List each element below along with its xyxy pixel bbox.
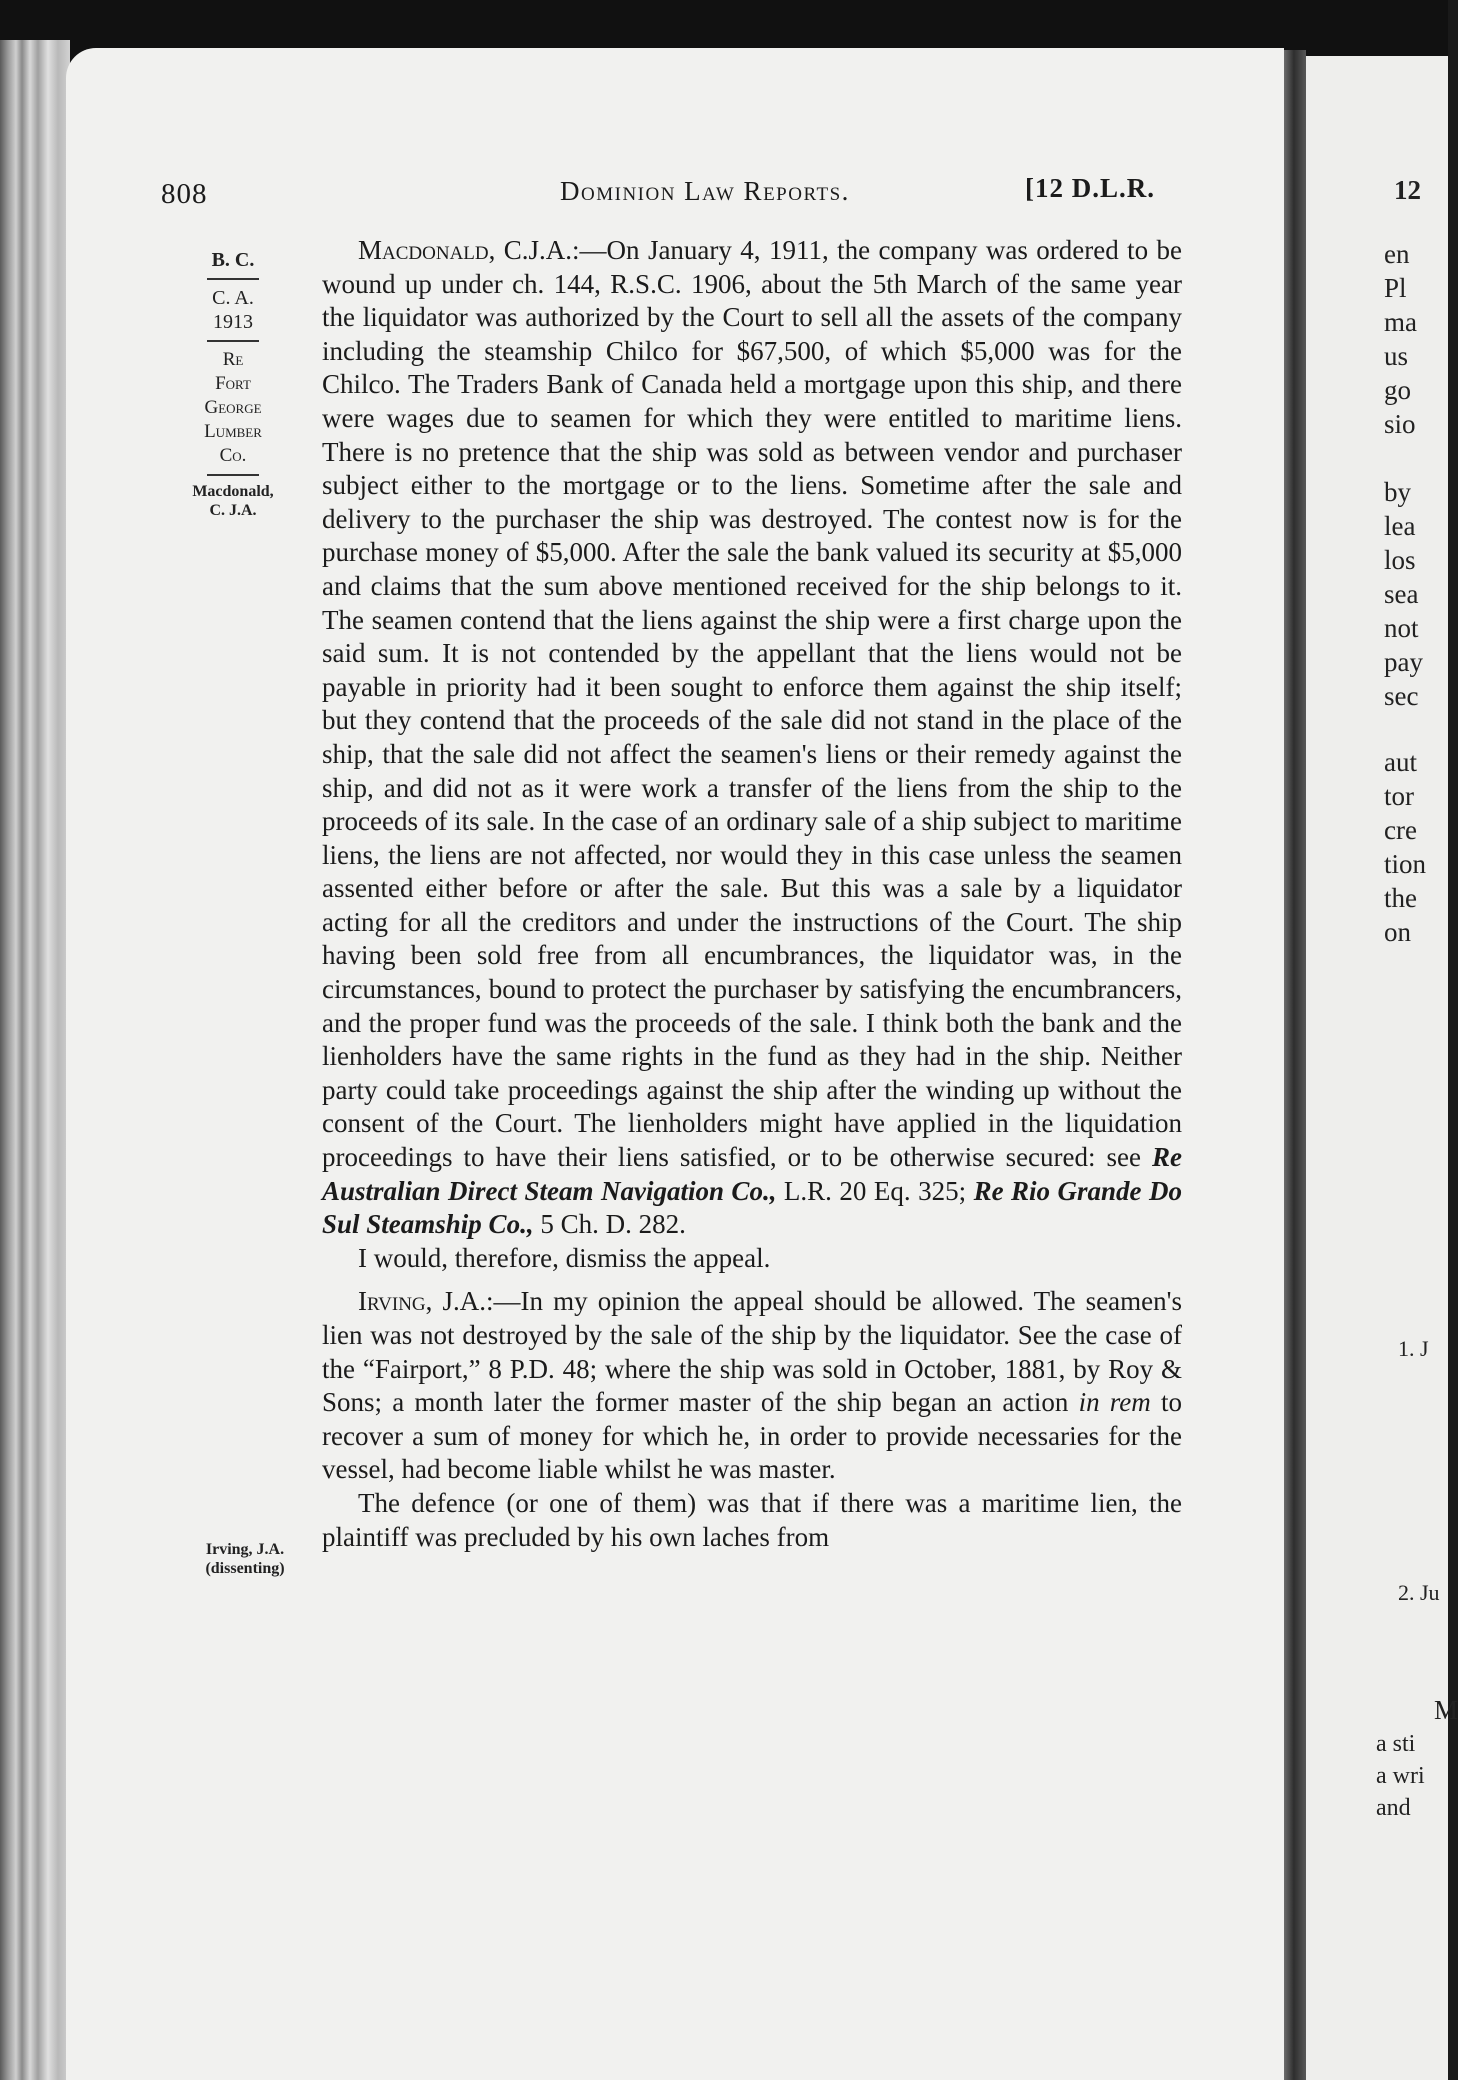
next-page-fragment: aut: [1384, 747, 1417, 777]
opinion-text: In my opinion the appeal should be allowed. The seamen's lien was not destroyed by the sale of the ship by the liquidator. See the case of the “Fairport,” 8 P.D. 48; where the ship was sold in October, 1881, by Roy & Sons; a month later the former master of the ship began an action: [322, 1286, 1182, 1418]
next-page-fragment: ma: [1384, 307, 1417, 337]
book-spine: [0, 40, 70, 2080]
next-page-fragment: lea: [1384, 511, 1416, 541]
next-page-fragment: 1. J: [1398, 1336, 1429, 1361]
running-title: Dominion Law Reports.: [560, 176, 850, 206]
case-citation: Re Rio Grande Do Sul Steamship Co.,: [322, 1175, 1182, 1240]
next-page-fragment: the: [1384, 883, 1417, 913]
opinion-text: 5 Ch. D. 282.: [533, 1209, 686, 1240]
adjacent-page: [1306, 56, 1458, 2080]
next-page-fragment: a sti: [1376, 1731, 1416, 1757]
next-page-fragment: 2. Ju: [1398, 1580, 1440, 1605]
next-page-fragment: on: [1384, 917, 1411, 947]
case-name-line: George: [204, 397, 262, 418]
next-page-fragment: and: [1376, 1795, 1411, 1821]
judge-title: , J.A.:—: [425, 1286, 521, 1317]
next-page-fragment: tion: [1384, 849, 1427, 879]
conclusion-paragraph: I would, therefore, dismiss the appeal.: [358, 1242, 771, 1273]
sidenote-divider: [207, 340, 259, 342]
dissent-sidenote: [180, 1540, 310, 1578]
case-sidenote: [178, 248, 288, 520]
next-page-fragment: en: [1384, 239, 1410, 269]
next-page-fragment: a wri: [1376, 1763, 1425, 1789]
year-label: 1913: [213, 311, 253, 333]
page-gutter: [1284, 50, 1306, 2080]
judge-label: Macdonald,: [192, 483, 274, 500]
next-page-fragment: los: [1384, 545, 1416, 575]
next-page-fragment: by: [1384, 477, 1411, 507]
sidenote-divider: [207, 278, 259, 280]
dissent-label: (dissenting): [205, 1560, 285, 1577]
irving-paragraph-2: The defence (or one of them) was that if there was a maritime lien, the plaintiff was precluded by his own laches from: [322, 1487, 1182, 1552]
next-page-fragment: sec: [1384, 681, 1419, 711]
case-name-line: Re: [222, 349, 244, 370]
division-label: C. A.: [212, 287, 254, 309]
opinion-text: On January 4, 1911, the company was ordered to be wound up under ch. 144, R.S.C. 1906, about the 5th March of the same year the liquidator was authorized by the Court to sell all the assets of the company including the steamship Chilco for $67,500, of which $5,000 was for the Chilco. The Traders Bank of Canada held a mortgage upon this ship, and there were wages due to seamen for which they were entitled to maritime liens. There is no pretence that the ship was sold as between vendor and purchaser subject either to the mortgage or to the liens. Sometime after the sale and delivery to the purchaser the ship was destroyed. The contest now is for the purchase money of $5,000. After the sale the bank valued its security at $5,000 and claims that the sum above mentioned received for the ship belongs to it. The seamen contend that the liens against the ship were a first charge upon the said sum. It is not contended by the appellant that the liens would not be payable in priority had it been sought to enforce them against the ship itself; but they contend that the proceeds of the sale did not stand in the place of the ship, that the sale did not affect the seamen's liens or their remedy against the ship, and did not as it were work a transfer of the liens from the ship to the proceeds of its sale. In the case of an ordinary sale of a ship subject to maritime liens, the liens are not affected, nor would they in this case unless the seamen assented either before or after the sale. But this was a sale by a liquidator acting for all the creditors and under the instructions of the Court. The ship having been sold free from all encumbrances, the liquidator was, in the circumstances, bound to protect the purchaser by satisfying the encumbrancers, and the proper fund was the proceeds of the sale. I think both the bank and the lienholders have the same rights in the fund as they had in the ship. Neither party could take proceedings against the ship after the winding up without the consent of the Court. The lienholders might have applied in the liquidation proceedings to have their liens satisfied, or to be otherwise secured: see: [322, 235, 1182, 1173]
next-page-fragment: us: [1384, 341, 1409, 371]
next-page-fragment: tor: [1384, 781, 1414, 811]
case-name-line: Fort: [215, 373, 251, 394]
volume-reference: [12 D.L.R.: [1025, 173, 1155, 203]
page-number: 808: [161, 178, 208, 210]
next-page-fragment: sio: [1384, 409, 1416, 439]
judge-name: Irving: [358, 1286, 426, 1317]
case-citation: Re Australian Direct Steam Navigation Co.,: [322, 1142, 1182, 1206]
next-page-fragment: sea: [1384, 579, 1419, 609]
next-page-fragment: pay: [1384, 647, 1423, 677]
judge-label: Irving, J.A.: [205, 1541, 285, 1558]
court-label: B. C.: [211, 249, 255, 271]
next-page-fragment: cre: [1384, 815, 1417, 845]
opinion-text: to recover a sum of money for which he, in order to provide necessaries for the vessel, had become liable whilst he was master.: [322, 1387, 1182, 1485]
case-name-line: Co.: [219, 445, 247, 466]
judge-title: , C.J.A.:—: [488, 235, 607, 265]
judgment-text: [322, 234, 1182, 1554]
judge-label: C. J.A.: [209, 502, 257, 519]
next-page-fragment: go: [1384, 375, 1411, 405]
sidenote-divider: [207, 474, 259, 476]
next-page-fragment: Pl: [1384, 273, 1407, 303]
latin-term: in rem: [1078, 1387, 1151, 1418]
next-page-fragment: 12: [1394, 175, 1421, 205]
macdonald-opinion: [322, 234, 1182, 1242]
next-page-fragment: not: [1384, 613, 1419, 643]
irving-opinion: [322, 1285, 1182, 1487]
next-page-fragment: M: [1434, 1695, 1458, 1725]
judge-name: Macdonald: [358, 235, 489, 265]
case-name-line: Lumber: [204, 421, 262, 442]
opinion-text: L.R. 20 Eq. 325;: [776, 1175, 974, 1206]
